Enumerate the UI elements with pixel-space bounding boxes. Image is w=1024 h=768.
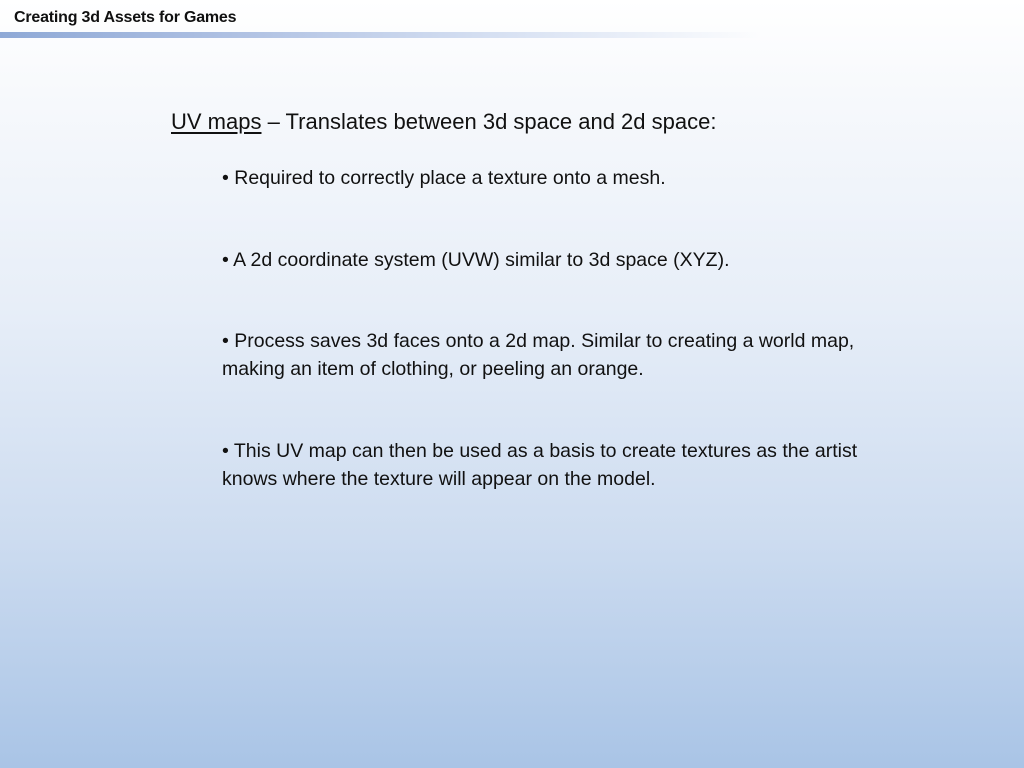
bullet-item: • A 2d coordinate system (UVW) similar to 3d space (XYZ). xyxy=(222,249,730,271)
presentation-title: Creating 3d Assets for Games xyxy=(14,9,237,26)
bullet-item: • Required to correctly place a texture onto a mesh. xyxy=(222,167,666,189)
heading-text: – Translates between 3d space and 2d space: xyxy=(261,109,717,134)
bullet-item: • This UV map can then be used as a basis to create textures as the artist knows where the texture will appear on the model. xyxy=(222,440,858,490)
slide-heading xyxy=(171,109,716,135)
bullet-item: • Process saves 3d faces onto a 2d map. Similar to creating a world map, making an item of clothing, or peeling an orange. xyxy=(222,330,855,380)
header-divider xyxy=(0,32,760,38)
heading-term: UV maps xyxy=(171,109,262,134)
